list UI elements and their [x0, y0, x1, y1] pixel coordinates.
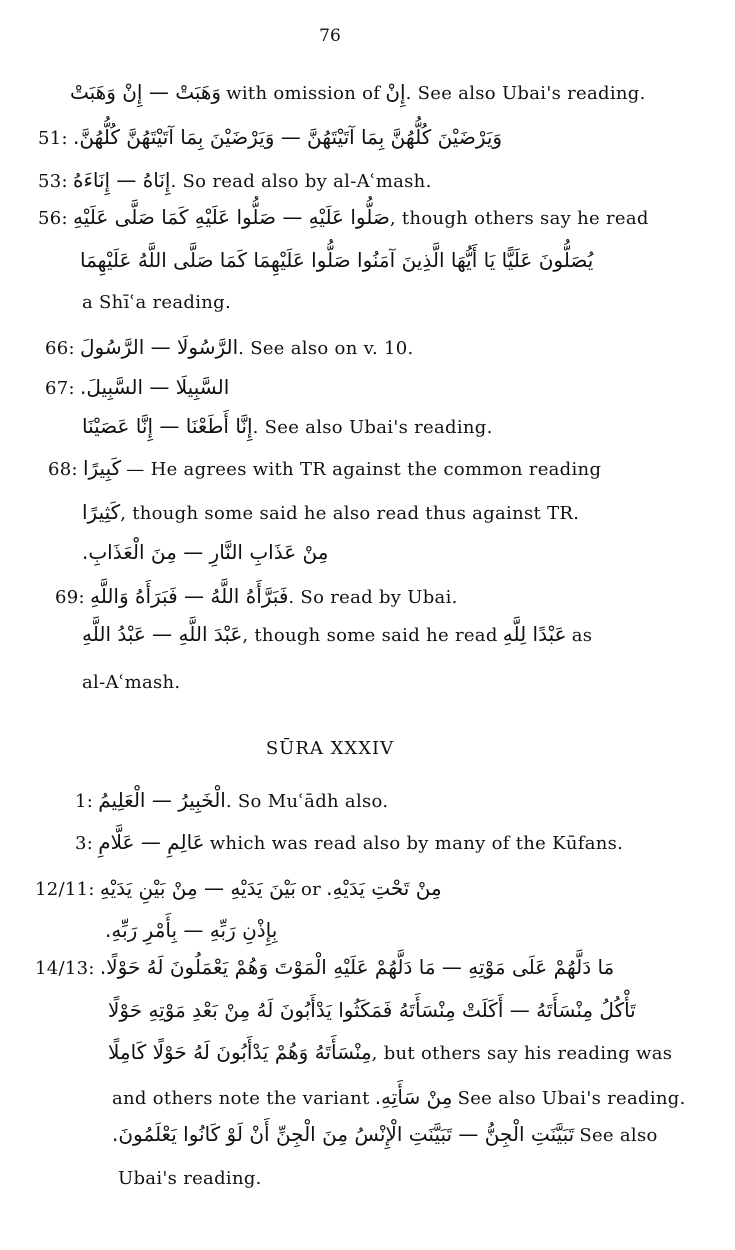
entry-v66	[45, 335, 414, 359]
entry-v56-line3	[82, 292, 231, 313]
gloss-text: See also Ubai's reading.	[457, 1088, 686, 1109]
entry-v56-line2	[80, 248, 593, 272]
arabic-phrase: وَيَرْضَيْنَ كُلُّهُنَّ بِمَا آتَيْتَهُنَّ — وَيَرْضَيْنَ بِمَا آتَيْتَهُنَّ كُلُّهُنَّ.	[72, 125, 503, 149]
gloss-text: , though some said he read	[242, 625, 498, 646]
gloss-text: . See also on v. 10.	[238, 338, 414, 359]
gloss-text: Ubai's reading.	[118, 1168, 262, 1189]
arabic-phrase: إِنَاهُ — إِنَاءَهُ	[72, 168, 171, 192]
arabic-phrase: إِنْ	[385, 80, 406, 104]
verse-number: 51:	[38, 128, 68, 149]
entry-s14-line2	[108, 998, 636, 1022]
entry-s12-line2	[105, 918, 277, 942]
arabic-phrase: كَثِيرًا	[82, 500, 121, 524]
entry-v68-line2	[82, 500, 579, 524]
verse-number: 1:	[75, 791, 94, 812]
arabic-phrase: يُصَلُّونَ عَلَيًّا يَا أَيُّهَا الَّذِينَ آمَنُوا صَلُّوا عَلَيْهِمَا كَمَا صَلَّى اللَّهُ عَلَيْهِمَا	[80, 248, 594, 272]
arabic-phrase: بِإِذْنِ رَبِّهِ — بِأَمْرِ رَبِّهِ.	[105, 918, 278, 942]
arabic-phrase: مِنْ عَذَابِ النَّارِ — مِنَ الْعَذَابِ.	[82, 540, 329, 564]
verse-number: 12/11:	[35, 879, 95, 900]
gloss-text: a Shīʿa reading.	[82, 292, 232, 313]
gloss-text: . So read by Ubai.	[288, 587, 458, 608]
arabic-phrase: وَهَبَتْ — إِنْ وَهَبَتْ	[70, 80, 222, 104]
arabic-phrase: فَبَرَّأَهُ اللَّهُ — فَبَرَأَهُ وَاللَّهِ	[89, 584, 289, 608]
arabic-phrase: كَبِيرًا	[82, 456, 122, 480]
entry-s14-line3	[108, 1040, 672, 1064]
verse-number: 53:	[38, 171, 68, 192]
arabic-phrase: عَبْدَ اللَّهِ — عَبْدُ اللَّهِ	[82, 622, 243, 646]
arabic-phrase: الْخَبِيرُ — الْعَلِيمُ	[98, 788, 226, 812]
gloss-text: , but others say his reading was	[371, 1043, 673, 1064]
entry-v51	[38, 125, 502, 149]
arabic-phrase: مِنْسَأَتَهُ وَهُمْ يَدْأَبُونَ لَهُ حَوْلًا كَامِلًا	[108, 1040, 372, 1064]
entry-v68-line3	[82, 540, 328, 564]
entry-s14-line4	[112, 1085, 686, 1109]
entry-v53	[38, 168, 432, 192]
gloss-text: . So Muʿādh also.	[225, 791, 389, 812]
entry-v56	[38, 205, 649, 229]
entry-omission	[70, 80, 646, 104]
verse-number: 66:	[45, 338, 75, 359]
gloss-text: which was read also by many of the Kūfans.	[209, 833, 624, 854]
verse-number: 14/13:	[35, 958, 95, 979]
entry-s1	[75, 788, 388, 812]
gloss-text: See also	[579, 1125, 658, 1146]
arabic-phrase: صَلُّوا عَلَيْهِ — صَلُّوا عَلَيْهِ كَمَا صَلَّى عَلَيْهِ	[72, 205, 390, 229]
gloss-text: as	[571, 625, 593, 646]
arabic-phrase: عَالِمِ — عَلَّامِ	[98, 830, 205, 854]
page-number: 76	[319, 26, 341, 46]
gloss-text: and others note the variant	[112, 1088, 370, 1109]
entry-v69	[55, 584, 458, 608]
arabic-phrase: مِنْ سَأَتِهِ.	[374, 1085, 453, 1109]
arabic-phrase: إِنَّا أَطَعْنَا — إِنَّا عَصَيْنَا	[82, 414, 253, 438]
verse-number: 68:	[48, 459, 78, 480]
arabic-phrase: مَا دَلَّهُمْ عَلَى مَوْتِهِ — مَا دَلَّهُمْ عَلَيْهِ الْمَوْتَ وَهُمْ يَعْمَلُونَ لَهُ حَوْلًا.	[99, 955, 615, 979]
entry-s14	[35, 955, 614, 979]
gloss-text: , though some said he also read thus against TR.	[120, 503, 580, 524]
arabic-phrase: تَأْكُلُ مِنْسَأَتَهُ — أَكَلَتْ مِنْسَأَتَهُ فَمَكَثُوا يَدْأَبُونَ لَهُ مِنْ بَعْدِ مَوْتِهِ حَوْلًا	[108, 998, 636, 1022]
entry-s14-line6	[118, 1168, 262, 1189]
verse-number: 56:	[38, 208, 68, 229]
arabic-phrase: عَبْدًا لِلَّهِ	[502, 622, 567, 646]
arabic-phrase: السَّبِيلَا — السَّبِيلَ.	[79, 375, 230, 399]
sura-heading: SŪRA XXXIV	[265, 738, 395, 759]
entry-v67-line2	[82, 414, 493, 438]
gloss-text: . See also Ubai's reading.	[252, 417, 493, 438]
entry-v69-line2	[82, 622, 592, 646]
gloss-text: — He agrees with TR against the common reading	[126, 459, 602, 480]
entry-s14-line5	[112, 1122, 658, 1146]
gloss-text: , though others say he read	[389, 208, 649, 229]
verse-number: 67:	[45, 378, 75, 399]
entry-v68	[48, 456, 601, 480]
arabic-phrase: الرَّسُولَا — الرَّسُولَ	[79, 335, 239, 359]
gloss-text: al-Aʿmash.	[82, 672, 181, 693]
arabic-phrase: بَيْنَ يَدَيْهِ — مِنْ بَيْنِ يَدَيْهِ	[99, 876, 296, 900]
verse-number: 69:	[55, 587, 85, 608]
gloss-text: . So read also by al-Aʿmash.	[170, 171, 432, 192]
entry-v67	[45, 375, 229, 399]
gloss-text: or	[301, 879, 322, 900]
arabic-phrase: تَبَيَّنَتِ الْجِنُّ — تَبَيَّنَتِ الْإِنْسُ مِنَ الْجِنِّ أَنْ لَوْ كَانُوا يَعْلَمُونَ.	[112, 1122, 575, 1146]
entry-s12	[35, 876, 442, 900]
gloss-text: with omission of	[226, 83, 381, 104]
entry-s3	[75, 830, 623, 854]
verse-number: 3:	[75, 833, 94, 854]
entry-v69-line3	[82, 672, 180, 693]
arabic-phrase: مِنْ تَحْتِ يَدَيْهِ.	[326, 876, 442, 900]
gloss-text: . See also Ubai's reading.	[405, 83, 646, 104]
